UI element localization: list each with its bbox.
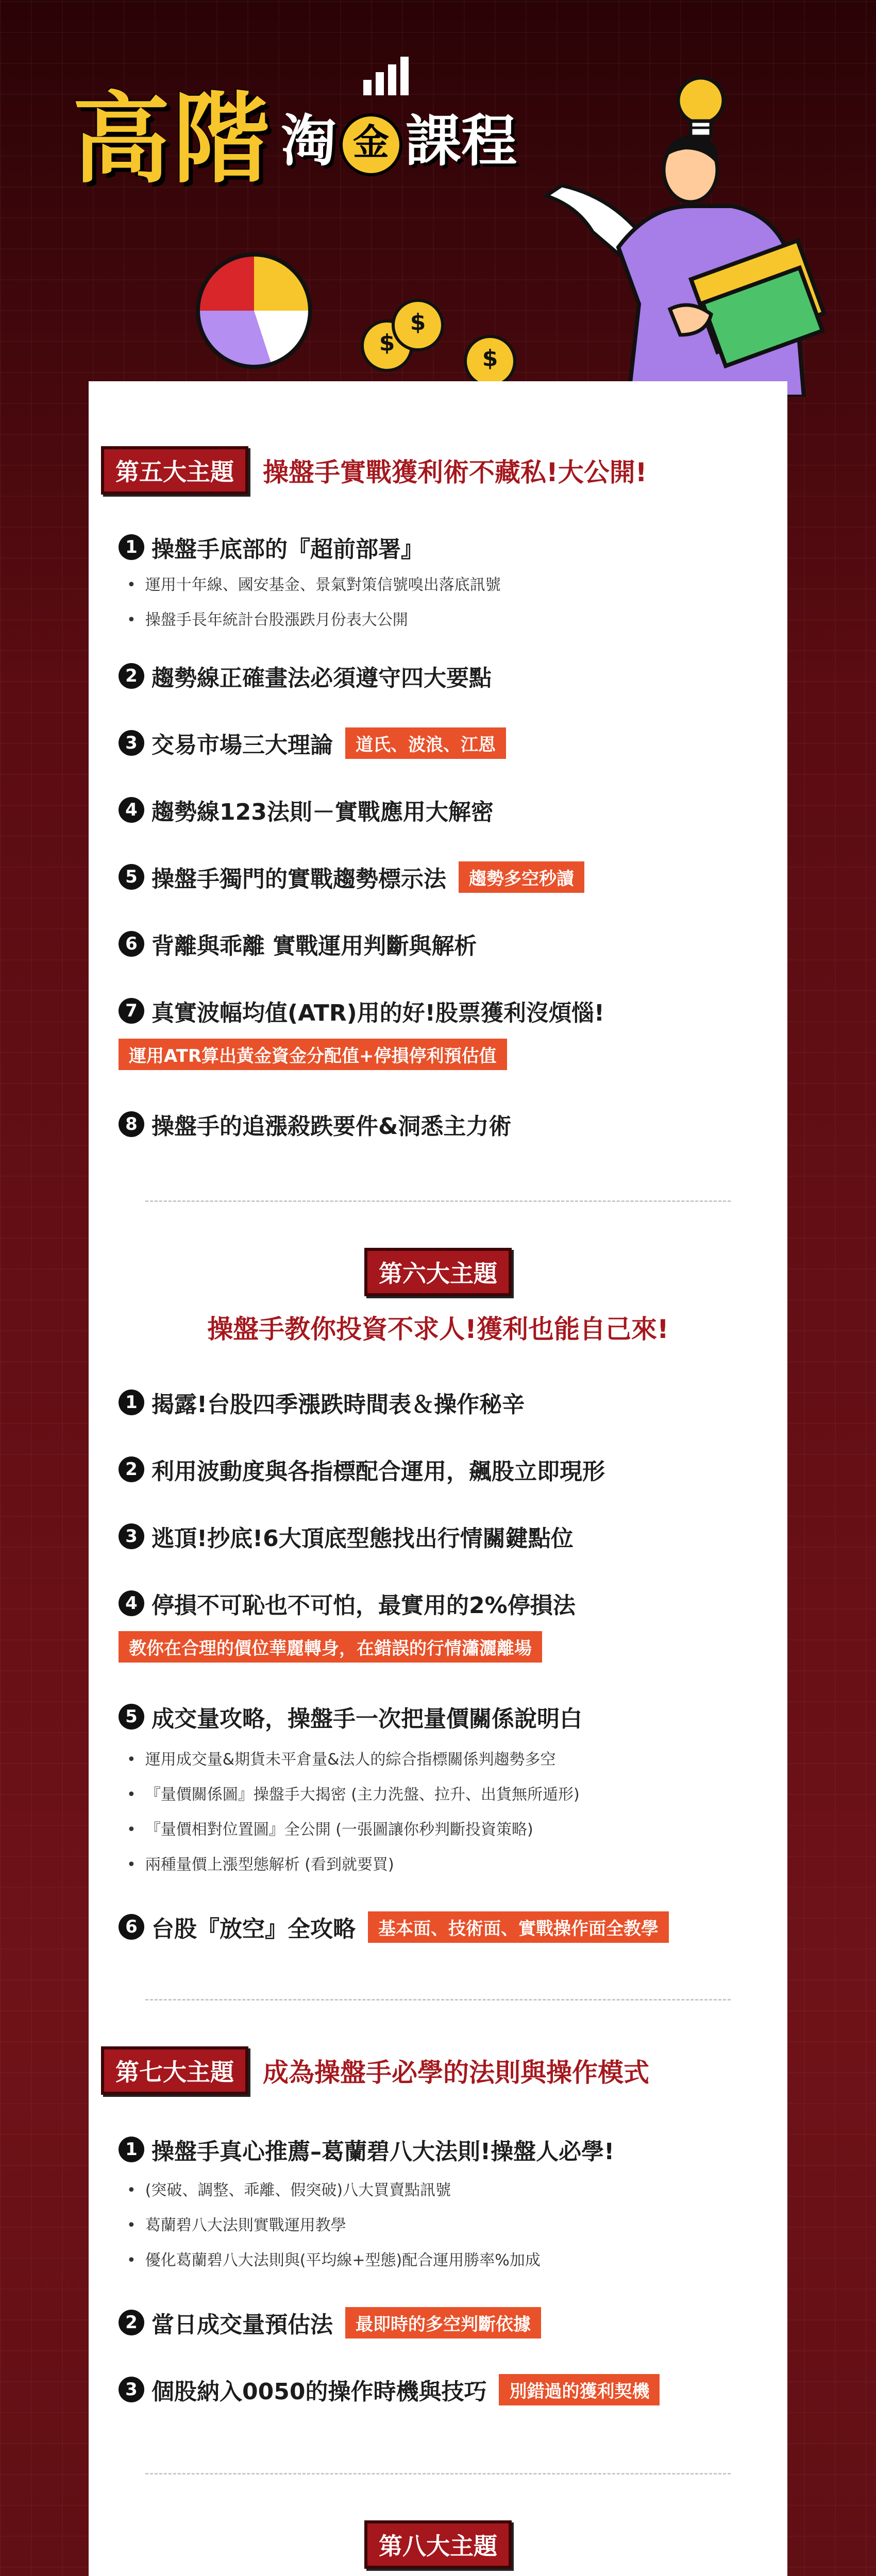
item-text: 當日成交量預估法 [151, 2312, 333, 2338]
item-text: 利用波動度與各指標配合運用，飆股立即現形 [151, 1459, 605, 1485]
item-number: 5 [119, 864, 144, 890]
item-text: 揭露!台股四季漲跌時間表＆操作秘辛 [151, 1392, 525, 1418]
item-number: 2 [119, 1456, 144, 1482]
item-text: 成交量攻略，操盤手一次把量價關係說明白 [151, 1706, 582, 1732]
bullet-item: • 優化葛蘭碧八大法則與(平均線+型態)配合運用勝率%加成 [127, 2247, 541, 2270]
businessman-illustration [515, 129, 845, 397]
item-number: 3 [119, 1523, 144, 1549]
course-card [89, 381, 787, 2576]
item-number: 4 [119, 1590, 144, 1616]
section-5-tag: 第五大主題 [101, 446, 248, 495]
divider [145, 1999, 731, 2001]
highlight-pill: 運用ATR算出黃金資金分配值+停損停利預估值 [119, 1039, 507, 1070]
divider [145, 2473, 731, 2475]
highlight-pill: 基本面、技術面、實戰操作面全教學 [368, 1911, 669, 1943]
title-sub [281, 109, 517, 176]
item-number: 6 [119, 1914, 144, 1940]
item-number: 4 [119, 797, 144, 823]
item-text: 逃頂!抄底!6大頂底型態找出行情關鍵點位 [151, 1526, 574, 1552]
section-8-tag: 第八大主題 [364, 2520, 512, 2569]
hero-header [0, 0, 876, 392]
list-item [119, 1386, 525, 1419]
section-6-title: 操盤手教你投資不求人!獲利也能自己來! [207, 1314, 669, 1344]
list-item [119, 994, 604, 1027]
coin-icon: $ [464, 335, 516, 387]
section-7-tag: 第七大主題 [101, 2046, 248, 2095]
list-item [119, 927, 477, 960]
title-main: 高階 [72, 81, 273, 196]
bullet-item: • 『量價關係圖』操盤手大揭密 (主力洗盤、拉升、出貨無所遁形) [127, 1782, 580, 1804]
list-item [119, 1520, 574, 1553]
section-6-tag: 第六大主題 [364, 1248, 512, 1296]
item-number: 3 [119, 2377, 144, 2402]
item-text: 趨勢線正確畫法必須遵守四大要點 [151, 665, 492, 691]
divider [145, 1200, 731, 1202]
highlight-pill: 道氏、波浪、江恩 [345, 727, 506, 759]
list-item [119, 726, 506, 759]
item-number: 2 [119, 2310, 144, 2335]
item-text: 背離與乖離 實戰運用判斷與解析 [151, 933, 477, 959]
bullet-item: • 運用十年線、國安基金、景氣對策信號嗅出落底訊號 [127, 572, 501, 595]
bullet-item: • 葛蘭碧八大法則實戰運用教學 [127, 2212, 346, 2235]
list-item [119, 793, 494, 826]
item-text: 個股納入0050的操作時機與技巧 [151, 2379, 487, 2405]
item-number: 2 [119, 663, 144, 689]
highlight-pill: 趨勢多空秒讀 [459, 861, 584, 893]
bullet-item: • 『量價相對位置圖』全公開 (一張圖讓你秒判斷投資策略) [127, 1817, 533, 1839]
item-text: 操盤手獨門的實戰趨勢標示法 [151, 866, 446, 892]
title-pre: 淘 [281, 109, 337, 174]
item-number: 1 [119, 1389, 144, 1415]
highlight-pill: 教你在合理的價位華麗轉身，在錯誤的行情瀟灑離場 [119, 1631, 542, 1663]
list-item [119, 2373, 660, 2406]
section-6-header [89, 1248, 787, 1296]
section-7-header [101, 2046, 649, 2095]
gold-coin-icon: 金 [340, 113, 402, 176]
list-item [119, 531, 424, 564]
coin-icon: $ [361, 319, 413, 372]
list-item [119, 1587, 576, 1620]
coin-icon: $ [392, 299, 444, 351]
pie-chart-icon [196, 252, 312, 369]
bullet-item: • 操盤手長年統計台股漲跌月份表大公開 [127, 607, 408, 630]
section-8-header [89, 2520, 787, 2569]
item-text: 操盤手真心推薦–葛蘭碧八大法則!操盤人必學! [151, 2139, 615, 2165]
section-7-title: 成為操盤手必學的法則與操作模式 [263, 2058, 649, 2088]
item-text: 台股『放空』全攻略 [151, 1916, 356, 1942]
list-item [119, 2306, 541, 2339]
item-text: 操盤手底部的『超前部署』 [151, 536, 424, 563]
item-text: 停損不可恥也不可怕，最實用的2%停損法 [151, 1592, 576, 1619]
item-number: 8 [119, 1111, 144, 1137]
highlight-pill: 最即時的多空判斷依據 [345, 2307, 541, 2338]
item-number: 1 [119, 2137, 144, 2162]
list-item [119, 1910, 669, 1943]
item-text: 操盤手的追漲殺跌要件&洞悉主力術 [151, 1113, 512, 1140]
title-post: 課程 [406, 109, 517, 174]
item-number: 5 [119, 1704, 144, 1730]
bar-chart-icon [363, 57, 413, 95]
highlight-pill: 別錯過的獲利契機 [499, 2374, 660, 2405]
item-text: 交易市場三大理論 [151, 732, 333, 758]
item-number: 7 [119, 998, 144, 1024]
list-item [119, 2133, 614, 2166]
item-number: 1 [119, 534, 144, 560]
item-text: 趨勢線123法則－實戰應用大解密 [151, 799, 494, 825]
section-5-title: 操盤手實戰獲利術不藏私!大公開! [263, 457, 647, 487]
item-number: 6 [119, 931, 144, 957]
bullet-item: • 運用成交量&期貨未平倉量&法人的綜合指標關係判趨勢多空 [127, 1747, 556, 1769]
bullet-item: • 兩種量價上漲型態解析 (看到就要買) [127, 1852, 394, 1874]
list-item [119, 860, 584, 893]
bullet-item: • (突破、調整、乖離、假突破)八大買賣點訊號 [127, 2177, 451, 2200]
item-text: 真實波幅均值(ATR)用的好!股票獲利沒煩惱! [151, 1000, 604, 1026]
list-item [119, 1453, 605, 1486]
list-item [119, 1108, 511, 1141]
section-5-header [101, 446, 647, 495]
list-item [119, 1700, 582, 1733]
item-number: 3 [119, 730, 144, 756]
list-item [119, 659, 492, 692]
